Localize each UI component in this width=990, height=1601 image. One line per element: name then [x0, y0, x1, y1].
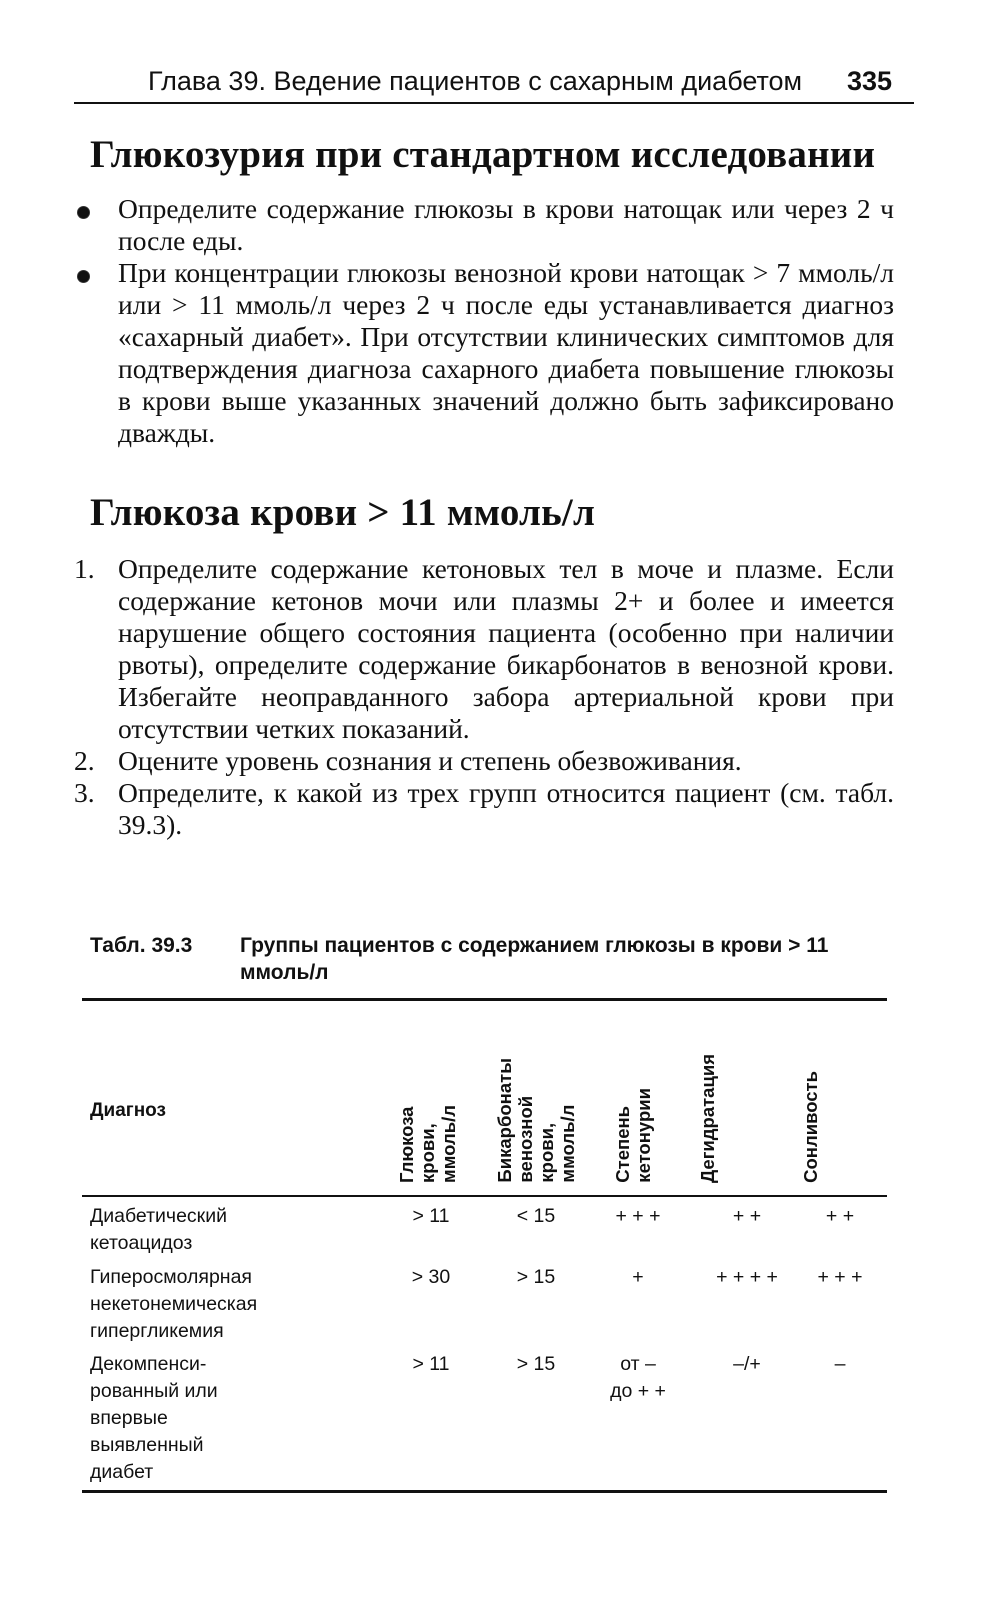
- bullet-icon: [78, 207, 89, 218]
- cell-bicarbonate: > 15: [516, 1266, 556, 1288]
- cell-dehydration: –/+: [733, 1353, 761, 1375]
- cell-glucose: > 30: [411, 1266, 451, 1288]
- header-drowsiness: Сонливость: [800, 1071, 821, 1183]
- cell-ketonuria: +: [632, 1266, 644, 1288]
- list-item: Определите содержание кетоновых тел в моче и плазме. Если содержание кетонов мочи или плазмы 2+ и более и имеется нарушение общего состояния пациента (особенно при наличии рвоты), определите содержание бикарбонатов в венозной крови. Избегайте неоправданного забора артериальной крови при отсутствии четких показаний.: [118, 553, 894, 744]
- bullet-item: Определите содержание глюкозы в крови натощак или через 2 ч после еды.: [118, 193, 894, 256]
- table-label: Табл. 39.3: [90, 934, 193, 957]
- list-item-number: 3.: [74, 777, 95, 808]
- cell-drowsiness: + + +: [817, 1266, 863, 1288]
- cell-ketonuria: от – до + +: [610, 1353, 666, 1402]
- table-header-rule: [82, 1195, 887, 1197]
- cell-drowsiness: + +: [825, 1205, 855, 1227]
- running-header: [74, 62, 914, 104]
- cell-glucose: > 11: [412, 1353, 450, 1375]
- cell-dehydration: + +: [732, 1205, 762, 1227]
- cell-diagnosis: Декомпенси- рованный или впервые выявленный диабет: [90, 1353, 218, 1483]
- cell-dehydration: + + + +: [716, 1266, 778, 1288]
- header-ketonuria: Степень кетонурии: [612, 1088, 654, 1183]
- cell-drowsiness: –: [834, 1353, 846, 1375]
- table-top-rule: [82, 998, 887, 1001]
- header-bicarbonate: Бикарбонаты венозной крови, ммоль/л: [494, 1058, 578, 1183]
- cell-diagnosis: Гиперосмолярная некетонемическая гипергликемия: [90, 1266, 258, 1342]
- list-item-number: 1.: [74, 553, 95, 584]
- table-title: Группы пациентов с содержанием глюкозы в крови > 11 ммоль/л: [240, 934, 829, 984]
- header-diagnosis: Диагноз: [90, 1100, 166, 1121]
- header-dehydration: Дегидратация: [697, 1054, 718, 1183]
- cell-bicarbonate: < 15: [516, 1205, 556, 1227]
- cell-glucose: > 11: [412, 1205, 450, 1227]
- list-item: Определите, к какой из трех групп относится пациент (см. табл. 39.3).: [118, 777, 894, 840]
- cell-bicarbonate: > 15: [516, 1353, 556, 1375]
- cell-ketonuria: + + +: [615, 1205, 661, 1227]
- page-number: 335: [846, 66, 892, 96]
- bullet-icon: [78, 271, 89, 282]
- bullet-item: При концентрации глюкозы венозной крови натощак > 7 ммоль/л или > 11 ммоль/л через 2 ч после еды устанавливается диагноз «сахарный диабет». При отсутствии клинических симптомов для подтверждения диагноза сахарного диабета повышение глюкозы в крови выше указанных значений должно быть зафиксировано дважды.: [118, 257, 894, 448]
- section-heading-glucosuria: Глюкозурия при стандартном исследовании: [90, 133, 876, 176]
- running-title: Глава 39. Ведение пациентов с сахарным диабетом: [148, 66, 803, 96]
- cell-diagnosis: Диабетический кетоацидоз: [90, 1205, 227, 1254]
- list-item: Оцените уровень сознания и степень обезвоживания.: [118, 745, 742, 776]
- header-glucose: Глюкоза крови, ммоль/л: [396, 1105, 459, 1183]
- list-item-number: 2.: [74, 745, 95, 776]
- table-bottom-rule: [82, 1490, 887, 1493]
- section-heading-glucose-over-11: Глюкоза крови > 11 ммоль/л: [90, 491, 596, 534]
